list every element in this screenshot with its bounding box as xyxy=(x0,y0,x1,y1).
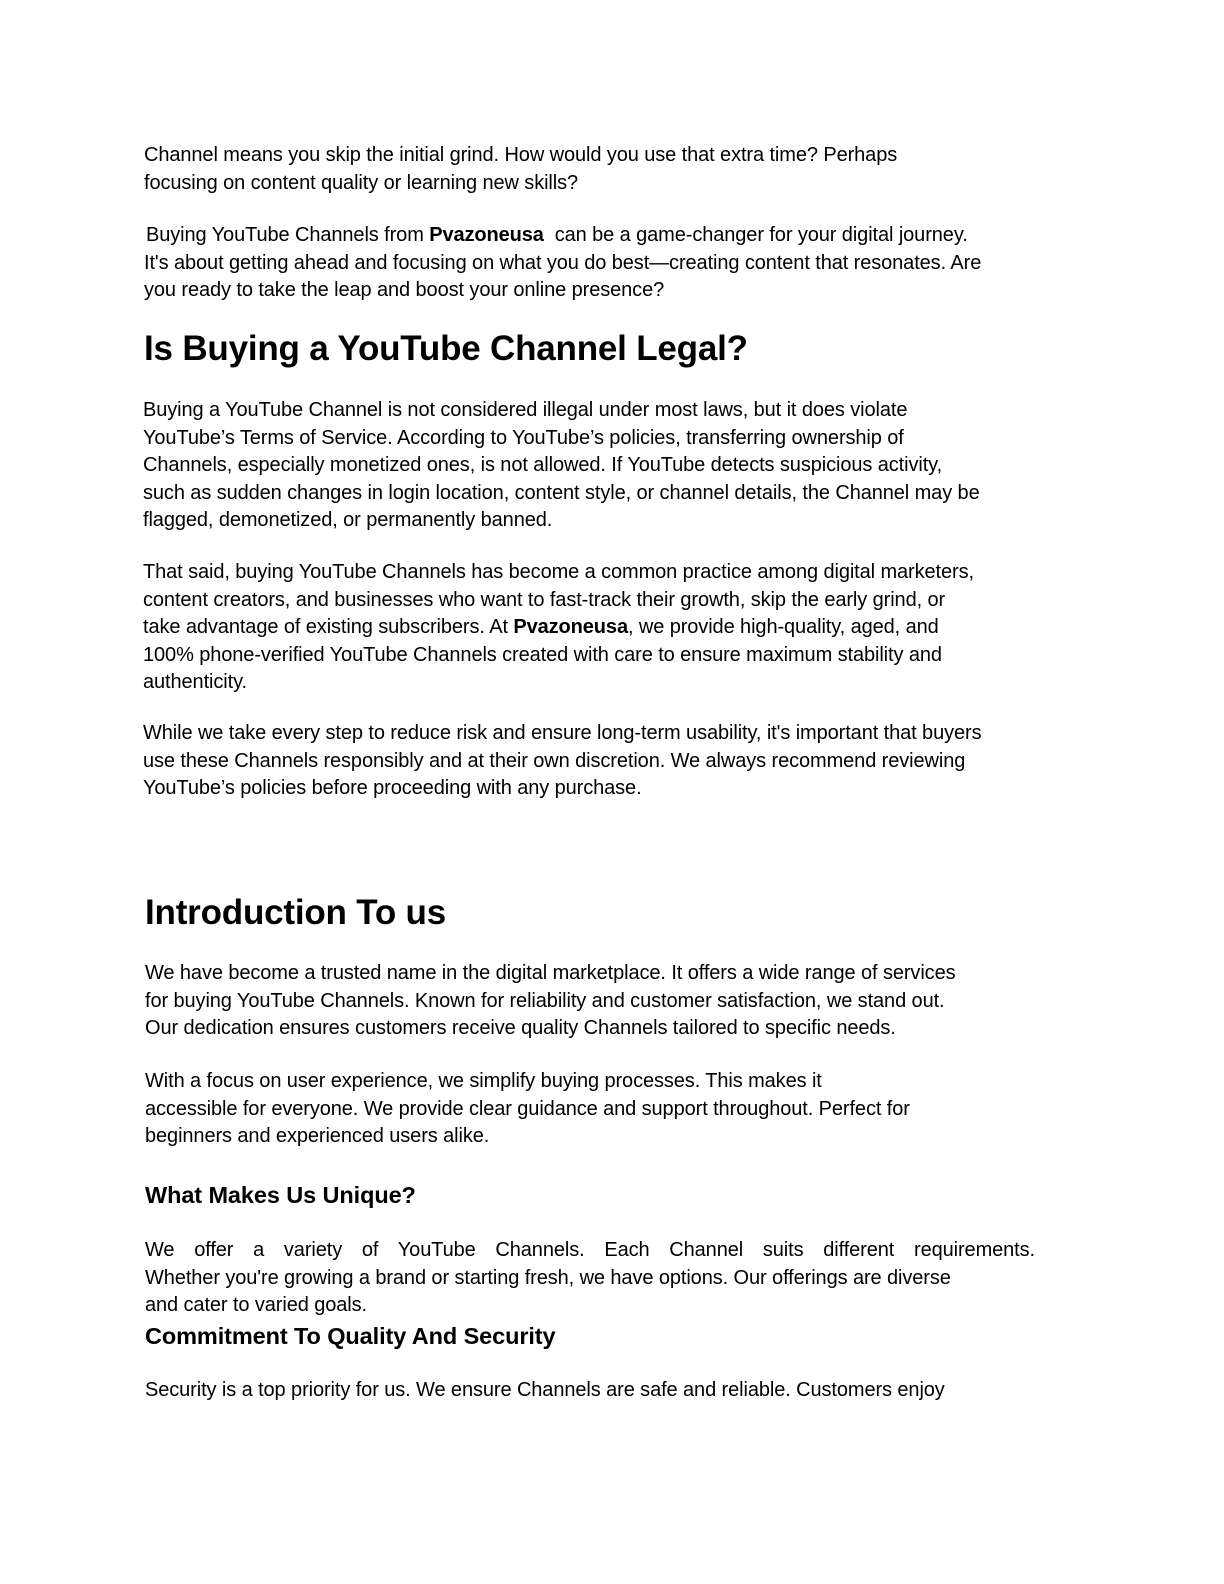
legal-paragraph-2 xyxy=(143,559,1073,697)
about-p1-line-3: Our dedication ensures customers receive quality Channels tailored to specific needs. xyxy=(145,1017,896,1040)
legal-paragraph-1 xyxy=(143,397,1073,535)
quality-heading: Commitment To Quality And Security xyxy=(145,1323,556,1349)
quality-paragraph xyxy=(145,1377,1075,1405)
legal-p2-line-2: content creators, and businesses who want to fast-track their growth, skip the early grind, or xyxy=(143,588,946,611)
unique-line-3: and cater to varied goals. xyxy=(145,1294,367,1317)
legal-p2-line-3-suffix: , we provide high-quality, aged, and xyxy=(627,616,939,639)
legal-p2-line-5: authenticity. xyxy=(143,671,247,694)
about-p2-line-3: beginners and experienced users alike. xyxy=(145,1125,490,1148)
legal-p3-line-1: While we take every step to reduce risk and ensure long-term usability, it's important that buyers xyxy=(143,722,982,744)
intro-line-1: Channel means you skip the initial grind. How would you use that extra time? Perhaps xyxy=(144,144,898,166)
legal-p3-line-3: YouTube’s policies before proceeding with any purchase. xyxy=(143,777,642,800)
legal-p2-line-4: 100% phone-verified YouTube Channels created with care to ensure maximum stability and xyxy=(143,643,942,666)
about-p2-line-2: accessible for everyone. We provide clear guidance and support throughout. Perfect for xyxy=(145,1097,910,1120)
brand-name: Pvazoneusa xyxy=(429,224,544,246)
legal-heading: Is Buying a YouTube Channel Legal? xyxy=(144,329,748,368)
intro-paragraph xyxy=(144,142,1074,197)
legal-p1-line-5: flagged, demonetized, or permanently banned. xyxy=(143,509,553,532)
pvazone-line-1-prefix: Buying YouTube Channels from xyxy=(146,224,430,246)
brand-name: Pvazoneusa xyxy=(513,616,628,639)
legal-p1-line-3: Channels, especially monetized ones, is not allowed. If YouTube detects suspicious activity, xyxy=(143,454,943,477)
pvazone-line-1 xyxy=(146,222,1076,250)
legal-p1-line-2: YouTube’s Terms of Service. According to YouTube’s policies, transferring ownership of xyxy=(143,426,904,449)
about-p2-line-1: With a focus on user experience, we simplify buying processes. This makes it xyxy=(145,1070,822,1092)
legal-p1-line-4: such as sudden changes in login location, content style, or channel details, the Channel may be xyxy=(143,481,980,504)
about-paragraph-1 xyxy=(145,960,1075,1043)
legal-p2-line-3 xyxy=(143,614,1073,642)
legal-p2-line-3-prefix: take advantage of existing subscribers. At xyxy=(143,616,514,639)
legal-paragraph-3 xyxy=(143,720,1073,803)
about-p1-line-1: We have become a trusted name in the digital marketplace. It offers a wide range of services xyxy=(145,962,956,984)
unique-line-2: Whether you're growing a brand or starting fresh, we have options. Our offerings are diverse xyxy=(145,1266,951,1289)
legal-p3-line-2: use these Channels responsibly and at their own discretion. We always recommend reviewing xyxy=(143,749,966,772)
intro-line-2: focusing on content quality or learning new skills? xyxy=(144,171,579,194)
about-p1-line-2: for buying YouTube Channels. Known for reliability and customer satisfaction, we stand out. xyxy=(145,989,945,1012)
unique-heading: What Makes Us Unique? xyxy=(145,1182,416,1208)
about-paragraph-2 xyxy=(145,1068,1075,1151)
pvazone-paragraph xyxy=(146,222,1076,305)
legal-p1-line-1: Buying a YouTube Channel is not considered illegal under most laws, but it does violate xyxy=(143,399,908,421)
unique-line-1: We offer a variety of YouTube Channels. Each Channel suits different requirements. xyxy=(145,1239,1035,1261)
legal-p2-line-1: That said, buying YouTube Channels has become a common practice among digital marketers, xyxy=(143,561,974,583)
about-heading: Introduction To us xyxy=(145,893,446,932)
pvazone-line-3: you ready to take the leap and boost your online presence? xyxy=(144,279,665,302)
unique-paragraph xyxy=(145,1237,1075,1320)
pvazone-line-2: It's about getting ahead and focusing on what you do best—creating content that resonates. Are xyxy=(144,251,982,274)
pvazone-line-1-suffix: can be a game-changer for your digital journey. xyxy=(543,224,968,246)
quality-line-1: Security is a top priority for us. We ensure Channels are safe and reliable. Customers enjoy xyxy=(145,1379,945,1401)
